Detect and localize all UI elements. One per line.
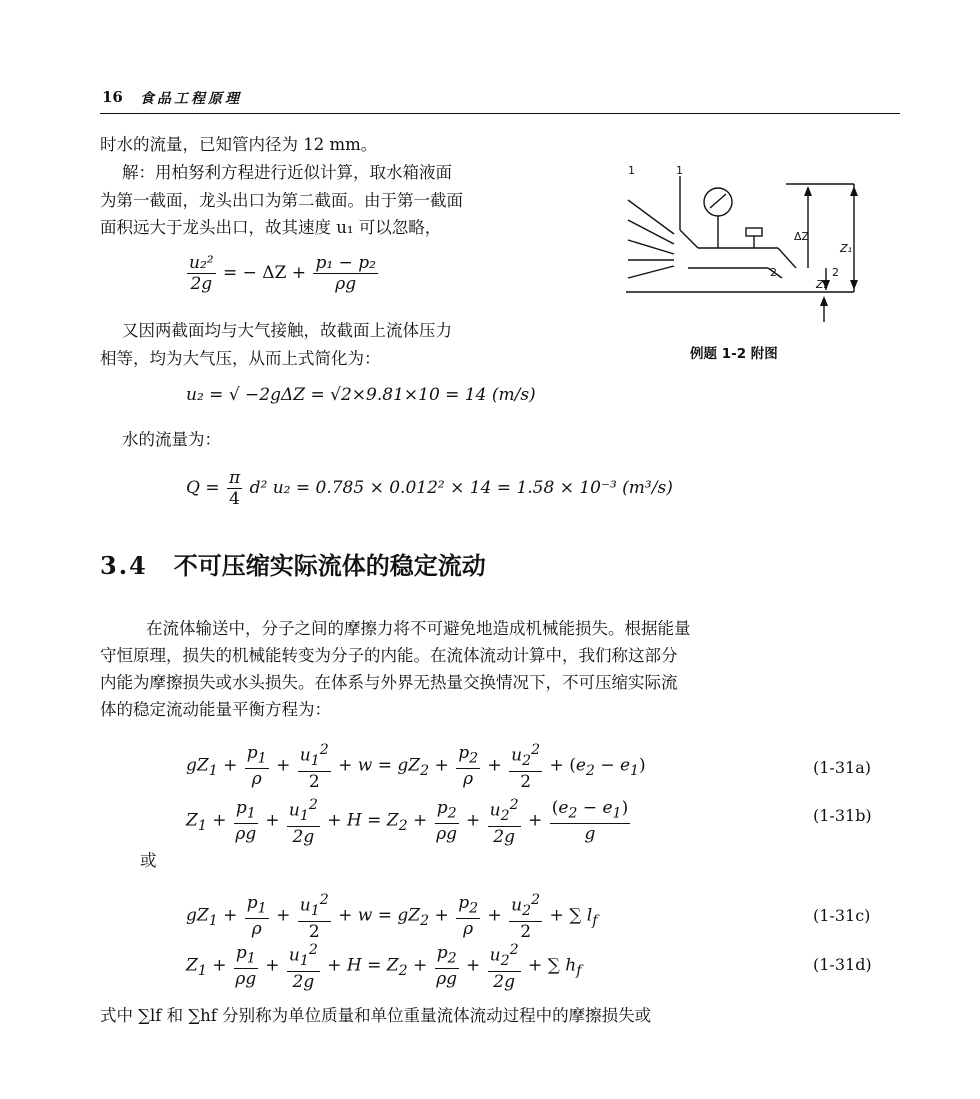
equation-velocity-value: u₂ = √ −2gΔZ = √2×9.81×10 = 14 (m/s) bbox=[186, 385, 536, 405]
equation-1-31d: $Z_1$ + $\frac{p_1}{\rho g}$ + $\frac{u_1^2}{2g}$ + $H = Z_2$ + $\frac{p_2}{\rho g}$ + $\frac{u_2^2}{2g}$ + ∑ $h_f$ bbox=[186, 942, 582, 993]
z2-label: Z₂ bbox=[816, 278, 828, 291]
footer-line: 式中 ∑lf 和 ∑hf 分别称为单位质量和单位重量流体流动过程中的摩擦损失或 bbox=[100, 1006, 652, 1025]
example-line-4: 面积远大于龙头出口，故其速度 u₁ 可以忽略， bbox=[100, 218, 442, 237]
equation-1-31a: $gZ_1$ + $\frac{p_1}{\rho}$ + $\frac{u_1^2}{2}$ + $w = gZ_2$ + $\frac{p_2}{\rho}$ + $\frac{u_2^2}{2}$ + $(e_2 - e_1)$ bbox=[186, 742, 646, 793]
fraction-u2: $\frac{\text{u₂²}}{2g}$ bbox=[189, 253, 214, 294]
arrowhead-z1-down bbox=[850, 280, 858, 290]
equation-number-1-31c: (1-31c) bbox=[813, 906, 871, 925]
flow-line-2 bbox=[628, 220, 674, 244]
section-label-1a: 1 bbox=[628, 164, 635, 177]
valve-handle bbox=[746, 228, 762, 236]
arrowhead-bottom-up bbox=[820, 296, 828, 306]
delta-z-label: ΔZ bbox=[794, 230, 810, 243]
page-number: 16 bbox=[102, 88, 123, 106]
z1-label: Z₁ bbox=[840, 242, 852, 255]
flow-line-3 bbox=[628, 240, 674, 254]
equation-bernoulli-simplified: $\frac{\text{u₂²}}{2g}$ = − ΔZ + $\frac{\text{p₁ − p₂}}{\rho g}$ bbox=[189, 253, 376, 294]
equation-1-31b: $Z_1$ + $\frac{p_1}{\rho g}$ + $\frac{u_1^2}{2g}$ + $H = Z_2$ + $\frac{p_2}{\rho g}$ + $\frac{u_2^2}{2g}$ + $\frac{(e_2 - e_1)}{g}$ bbox=[186, 797, 629, 848]
arrowhead-dz-up bbox=[804, 186, 812, 196]
section-title: 不可压缩实际流体的稳定流动 bbox=[173, 551, 486, 580]
fraction-pi-over-4: $\frac{\pi}{4}$ bbox=[229, 468, 241, 509]
example-line-6: 相等，均为大气压，从而上式简化为： bbox=[100, 349, 381, 368]
equation-flow-rate: Q = $\frac{\pi}{4}$ d² u₂ = 0.785 × 0.012² × 14 = 1.58 × 10⁻³ (m³/s) bbox=[186, 468, 673, 509]
example-line-3: 为第一截面，龙头出口为第二截面。由于第一截面 bbox=[100, 191, 463, 210]
page-header bbox=[100, 86, 900, 116]
section-number: 3.4 bbox=[100, 551, 148, 580]
flow-line-1 bbox=[628, 200, 674, 234]
running-title: 食品工程原理 bbox=[140, 91, 242, 107]
paragraph-line-2: 守恒原理，损失的机械能转变为分子的内能。在流体流动计算中，我们称这部分 bbox=[100, 646, 678, 665]
example-line-2: 解：用柏努利方程进行近似计算，取水箱液面 bbox=[122, 163, 452, 182]
figure-caption: 例题 1-2 附图 bbox=[690, 346, 778, 362]
example-line-7: 水的流量为： bbox=[122, 430, 221, 449]
example-figure bbox=[618, 160, 868, 330]
equation-number-1-31d: (1-31d) bbox=[813, 955, 872, 974]
section-label-1b: 1 bbox=[676, 164, 683, 177]
section-heading bbox=[100, 546, 486, 581]
gauge-needle bbox=[710, 194, 726, 208]
paragraph-line-4: 体的稳定流动能量平衡方程为： bbox=[100, 700, 331, 719]
flow-line-5 bbox=[628, 266, 674, 278]
equation-number-1-31b: (1-31b) bbox=[813, 806, 872, 825]
section-label-2a: 2 bbox=[770, 266, 777, 279]
paragraph-line-3: 内能为摩擦损失或水头损失。在体系与外界无热量交换情况下，不可压缩实际流 bbox=[100, 673, 678, 692]
equation-1-31c: $gZ_1$ + $\frac{p_1}{\rho}$ + $\frac{u_1^2}{2}$ + $w = gZ_2$ + $\frac{p_2}{\rho}$ + $\frac{u_2^2}{2}$ + ∑ $l_f$ bbox=[186, 892, 598, 943]
tank-corner bbox=[680, 230, 698, 248]
example-line-5: 又因两截面均与大气接触，故截面上流体压力 bbox=[122, 321, 452, 340]
arrowhead-z1-up bbox=[850, 186, 858, 196]
faucet-bend bbox=[778, 248, 796, 268]
fraction-pressure: $\frac{\text{p₁ − p₂}}{\rho g}$ bbox=[315, 253, 376, 294]
section-label-2b: 2 bbox=[832, 266, 839, 279]
example-line-1: 时水的流量，已知管内径为 12 mm。 bbox=[100, 135, 378, 154]
pressure-gauge bbox=[704, 188, 732, 216]
or-word: 或 bbox=[140, 851, 157, 870]
equation-number-1-31a: (1-31a) bbox=[813, 758, 871, 777]
header-rule bbox=[100, 113, 900, 114]
paragraph-line-1: 在流体输送中，分子之间的摩擦力将不可避免地造成机械能损失。根据能量 bbox=[146, 619, 691, 638]
